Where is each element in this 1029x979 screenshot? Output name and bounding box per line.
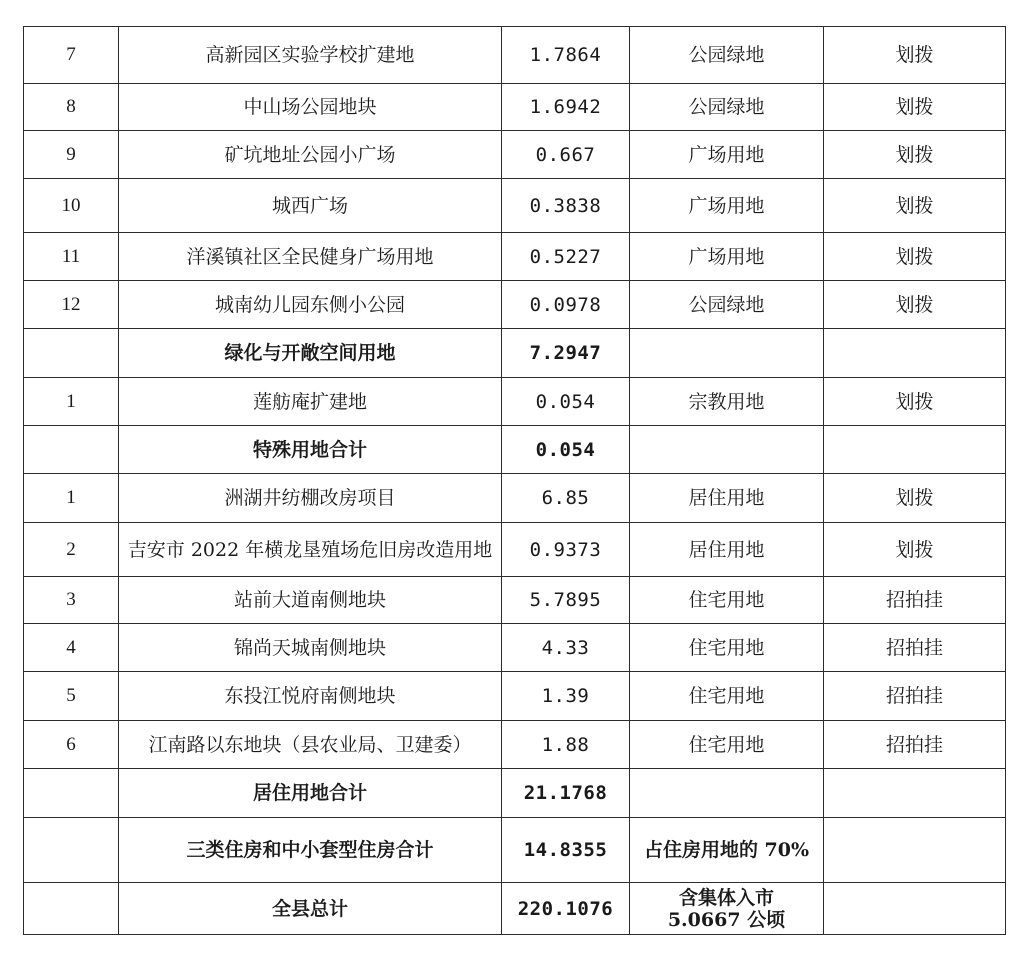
supply-method: 划拨 [824,131,1006,179]
table-row [24,281,1006,329]
land-name: 锦尚天城南侧地块 [119,624,502,672]
supply-method: 划拨 [824,523,1006,577]
supply-method: 招拍挂 [824,672,1006,721]
row-number [24,329,119,378]
land-use-type: 居住用地 [630,523,824,577]
subtotal-label: 三类住房和中小套型住房合计 [119,818,502,883]
table-row [24,672,1006,721]
land-area: 1.6942 [502,84,630,131]
table-row [24,577,1006,624]
supply-method [824,329,1006,378]
supply-method: 划拨 [824,27,1006,84]
land-area: 1.39 [502,672,630,721]
land-use-type: 住宅用地 [630,672,824,721]
subtotal-row [24,818,1006,883]
table-row [24,721,1006,769]
land-area: 0.9373 [502,523,630,577]
land-use-type: 住宅用地 [630,577,824,624]
land-use-type [630,426,824,474]
row-number: 1 [24,474,119,523]
land-use-type: 广场用地 [630,233,824,281]
land-use-type: 公园绿地 [630,27,824,84]
land-area: 0.3838 [502,179,630,233]
land-name: 莲舫庵扩建地 [119,378,502,426]
land-use-type: 住宅用地 [630,721,824,769]
land-use-type: 居住用地 [630,474,824,523]
row-number [24,769,119,818]
land-name: 矿坑地址公园小广场 [119,131,502,179]
supply-method: 划拨 [824,281,1006,329]
land-area: 1.7864 [502,27,630,84]
row-number: 4 [24,624,119,672]
subtotal-label: 绿化与开敞空间用地 [119,329,502,378]
row-number: 12 [24,281,119,329]
land-name: 洲湖井纺棚改房项目 [119,474,502,523]
land-area: 0.0978 [502,281,630,329]
land-area: 5.7895 [502,577,630,624]
land-use-type [630,769,824,818]
land-name: 城南幼儿园东侧小公园 [119,281,502,329]
table-row [24,378,1006,426]
subtotal-note: 占住房用地的 70% [630,818,824,883]
subtotal-label: 居住用地合计 [119,769,502,818]
table-row [24,523,1006,577]
land-area: 4.33 [502,624,630,672]
subtotal-area: 21.1768 [502,769,630,818]
row-number: 3 [24,577,119,624]
row-number: 7 [24,27,119,84]
supply-method: 招拍挂 [824,577,1006,624]
subtotal-row [24,769,1006,818]
row-number: 9 [24,131,119,179]
table-row [24,131,1006,179]
subtotal-area: 7.2947 [502,329,630,378]
row-number: 1 [24,378,119,426]
supply-method [824,883,1006,935]
row-number: 2 [24,523,119,577]
supply-method: 划拨 [824,474,1006,523]
table-row [24,474,1006,523]
supply-method: 划拨 [824,179,1006,233]
table-row [24,179,1006,233]
supply-method [824,769,1006,818]
land-name: 江南路以东地块（县农业局、卫建委） [119,721,502,769]
row-number [24,426,119,474]
land-area: 0.5227 [502,233,630,281]
supply-method: 招拍挂 [824,624,1006,672]
land-name: 中山场公园地块 [119,84,502,131]
grand-total-label: 全县总计 [119,883,502,935]
land-name: 站前大道南侧地块 [119,577,502,624]
land-use-type: 公园绿地 [630,281,824,329]
row-number [24,818,119,883]
supply-method: 招拍挂 [824,721,1006,769]
subtotal-area: 0.054 [502,426,630,474]
subtotal-row [24,426,1006,474]
supply-method: 划拨 [824,233,1006,281]
supply-method [824,426,1006,474]
land-name: 洋溪镇社区全民健身广场用地 [119,233,502,281]
row-number: 10 [24,179,119,233]
land-use-type: 公园绿地 [630,84,824,131]
land-name: 吉安市 2022 年横龙垦殖场危旧房改造用地 [119,523,502,577]
land-use-type: 住宅用地 [630,624,824,672]
land-use-type: 宗教用地 [630,378,824,426]
supply-method: 划拨 [824,84,1006,131]
row-number: 11 [24,233,119,281]
land-name: 高新园区实验学校扩建地 [119,27,502,84]
land-use-type: 广场用地 [630,179,824,233]
land-name: 东投江悦府南侧地块 [119,672,502,721]
table-row [24,84,1006,131]
grand-total-row [24,883,1006,935]
land-use-type: 广场用地 [630,131,824,179]
land-area: 1.88 [502,721,630,769]
supply-method [824,818,1006,883]
subtotal-row [24,329,1006,378]
land-area: 0.054 [502,378,630,426]
row-number [24,883,119,935]
row-number: 8 [24,84,119,131]
row-number: 6 [24,721,119,769]
supply-method: 划拨 [824,378,1006,426]
land-area: 6.85 [502,474,630,523]
row-number: 5 [24,672,119,721]
land-name: 城西广场 [119,179,502,233]
table-row [24,27,1006,84]
land-area: 0.667 [502,131,630,179]
subtotal-area: 14.8355 [502,818,630,883]
subtotal-label: 特殊用地合计 [119,426,502,474]
grand-total-note: 含集体入市 5.0667 公顷 [630,883,824,935]
land-use-type [630,329,824,378]
table-row [24,233,1006,281]
table-row [24,624,1006,672]
land-use-table [23,26,1006,935]
grand-total-area: 220.1076 [502,883,630,935]
